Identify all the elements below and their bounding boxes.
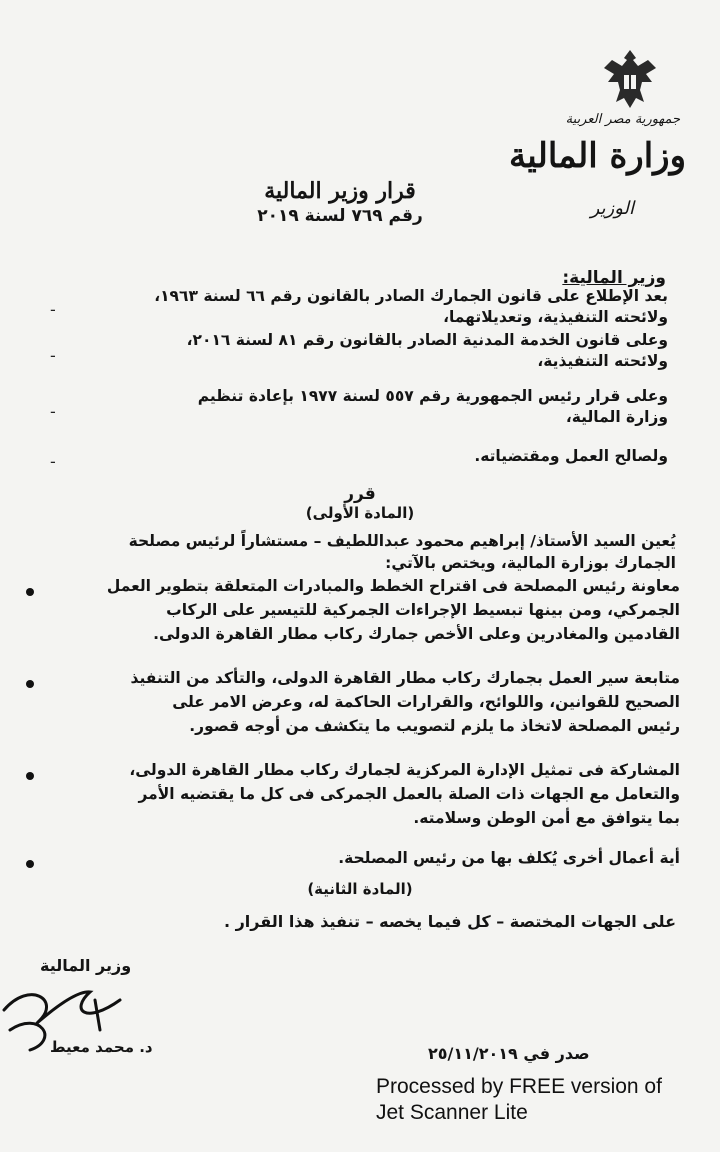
article-2-title: (المادة الثانية) <box>307 880 413 898</box>
decides-heading: قرر <box>344 484 376 504</box>
duty-line: القادمين والمغادرين وعلى الأخص جمارك ركاب مطار القاهرة الدولى. <box>153 625 680 644</box>
scanner-watermark <box>376 1074 706 1127</box>
minister-heading: الوزير <box>590 198 634 219</box>
duty-line: الجمركي، ومن بينها تبسيط الإجراءات الجمركية للتيسير على الركاب <box>166 601 680 620</box>
recital-line: ولائحته التنفيذية، وتعديلاتهما، <box>443 307 668 326</box>
bullet-dot-icon <box>26 680 34 688</box>
issued-date: صدر في ٢٥/١١/٢٠١٩ <box>428 1044 590 1063</box>
recital-line: ولصالح العمل ومقتضياته. <box>474 447 668 465</box>
eagle-emblem-icon <box>600 46 660 114</box>
recital-line: بعد الإطلاع على قانون الجمارك الصادر بالقانون رقم ٦٦ لسنة ١٩٦٣، <box>154 287 668 305</box>
recital-1 <box>58 286 668 328</box>
recital-dash: - <box>50 452 56 471</box>
bullet-dot-icon <box>26 860 34 868</box>
duty-line: معاونة رئيس المصلحة فى اقتراح الخطط والمبادرات المتعلقة بتطوير العمل <box>106 577 680 595</box>
duty-line: متابعة سير العمل بجمارك ركاب مطار القاهرة الدولى، والتأكد من التنفيذ <box>130 669 680 687</box>
appointment-line: الجمارك بوزارة المالية، ويختص بالآتي: <box>385 554 676 573</box>
recital-line: وعلى قرار رئيس الجمهورية رقم ٥٥٧ لسنة ١٩٧٧ بإعادة تنظيم <box>197 387 668 405</box>
duty-line: الصحيح للقوانين، واللوائح، والقرارات الحاكمة له، وعرض الامر على <box>172 693 680 712</box>
decision-number: رقم ٧٦٩ لسنة ٢٠١٩ <box>257 206 423 226</box>
signature-name: د. محمد معيط <box>50 1038 153 1056</box>
watermark-line: Processed by FREE version of <box>376 1075 662 1098</box>
duty-line: المشاركة فى تمثيل الإدارة المركزية لجمارك ركاب مطار القاهرة الدولى، <box>129 761 680 779</box>
recital-line: وعلى قانون الخدمة المدنية الصادر بالقانون رقم ٨١ لسنة ٢٠١٦، <box>186 331 668 349</box>
duty-item <box>40 666 680 738</box>
bullet-dot-icon <box>26 772 34 780</box>
article-2-text: على الجهات المختصة – كل فيما يخصه – تنفيذ هذا القرار . <box>223 912 676 931</box>
duty-item <box>40 574 680 646</box>
recital-3 <box>58 386 668 428</box>
ministry-name: وزارة المالية <box>508 136 686 176</box>
duty-line: أية أعمال أخرى يُكلف بها من رئيس المصلحة. <box>338 849 680 867</box>
duties-list <box>40 574 680 874</box>
duty-line: رئيس المصلحة لاتخاذ ما يلزم لتصويب ما يتكشف من أوجه قصور. <box>189 717 680 736</box>
appointment-line: يُعين السيد الأستاذ/ إبراهيم محمود عبداللطيف – مستشاراً لرئيس مصلحة <box>128 532 676 550</box>
duty-item <box>40 758 680 830</box>
decision-title: قرار وزير المالية <box>264 178 416 204</box>
recital-dash: - <box>50 402 56 421</box>
republic-label: جمهورية مصر العربية <box>565 112 680 127</box>
signature-title: وزير المالية <box>40 956 132 975</box>
duty-item <box>40 846 680 870</box>
article-1-title: (المادة الأولى) <box>305 504 415 522</box>
recital-dash: - <box>50 300 56 319</box>
bullet-dot-icon <box>26 588 34 596</box>
duty-line: والتعامل مع الجهات ذات الصلة بالعمل الجمركى فى كل ما يقتضيه الأمر <box>138 785 680 804</box>
recital-2 <box>58 330 668 372</box>
minister-label: وزير المالية: <box>562 268 666 288</box>
recital-dash: - <box>50 346 56 365</box>
recital-line: وزارة المالية، <box>565 407 668 426</box>
appointment-text <box>26 530 676 575</box>
duty-line: بما يتوافق مع أمن الوطن وسلامته. <box>413 809 680 828</box>
recital-4 <box>58 446 668 467</box>
recital-line: ولائحته التنفيذية، <box>537 351 668 370</box>
watermark-line: Jet Scanner Lite <box>376 1101 528 1125</box>
